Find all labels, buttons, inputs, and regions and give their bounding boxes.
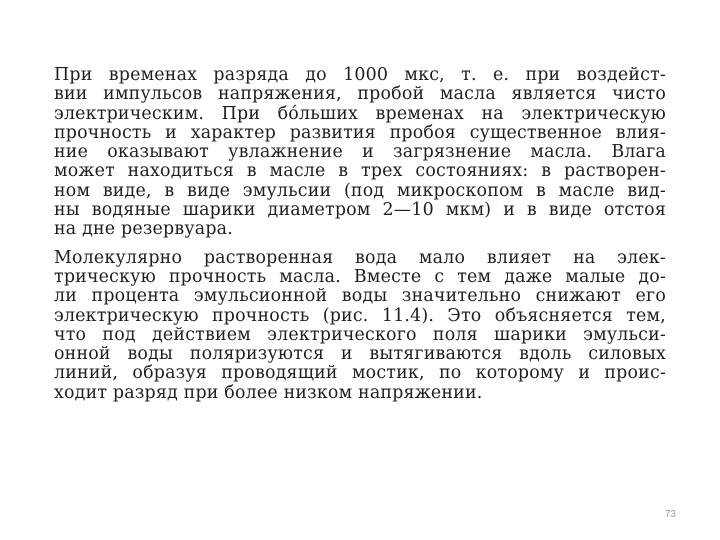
text-line: ном виде, в виде эмульсии (под микроскопом в масле вид- [54,180,666,201]
text-line: трическую прочность масла. Вместе с тем даже малые до- [54,266,666,287]
text-line: ние оказывают увлажнение и загрязнение масла. Влага [54,142,666,163]
paragraph-1 [54,66,666,240]
text-line: что под действием электрического поля шарики эмульси- [54,324,666,345]
paragraph-2 [54,249,666,403]
text-line: прочность и характер развития пробоя существенное влия- [54,122,666,143]
text-line: ходит разряд при более низком напряжении. [54,382,483,403]
text-line: ны водяные шарики диаметром 2—10 мкм) и в виде отстоя [54,200,666,221]
text-line: линий, образуя проводящий мостик, по которому и проис- [54,363,666,384]
text-line: онной воды поляризуются и вытягиваются вдоль силовых [54,344,666,365]
slide-number: 73 [664,509,676,520]
text-line: на дне резервуара. [54,219,233,240]
text-line: При временах разряда до 1000 мкс, т. е. при воздейст- [54,65,666,85]
text-line: может находиться в масле в трех состояниях: в растворен- [54,161,666,182]
document-text [54,66,666,403]
text-line: электрическим. При бóльших временах на электрическую [54,103,666,124]
text-line: электрическую прочность (рис. 11.4). Это объясняется тем, [54,305,666,326]
text-line: вии импульсов напряжения, пробой масла является чисто [54,84,666,105]
text-line: ли процента эмульсионной воды значительно снижают его [54,286,666,307]
text-line: Молекулярно растворенная вода мало влияет на элек- [54,247,666,268]
